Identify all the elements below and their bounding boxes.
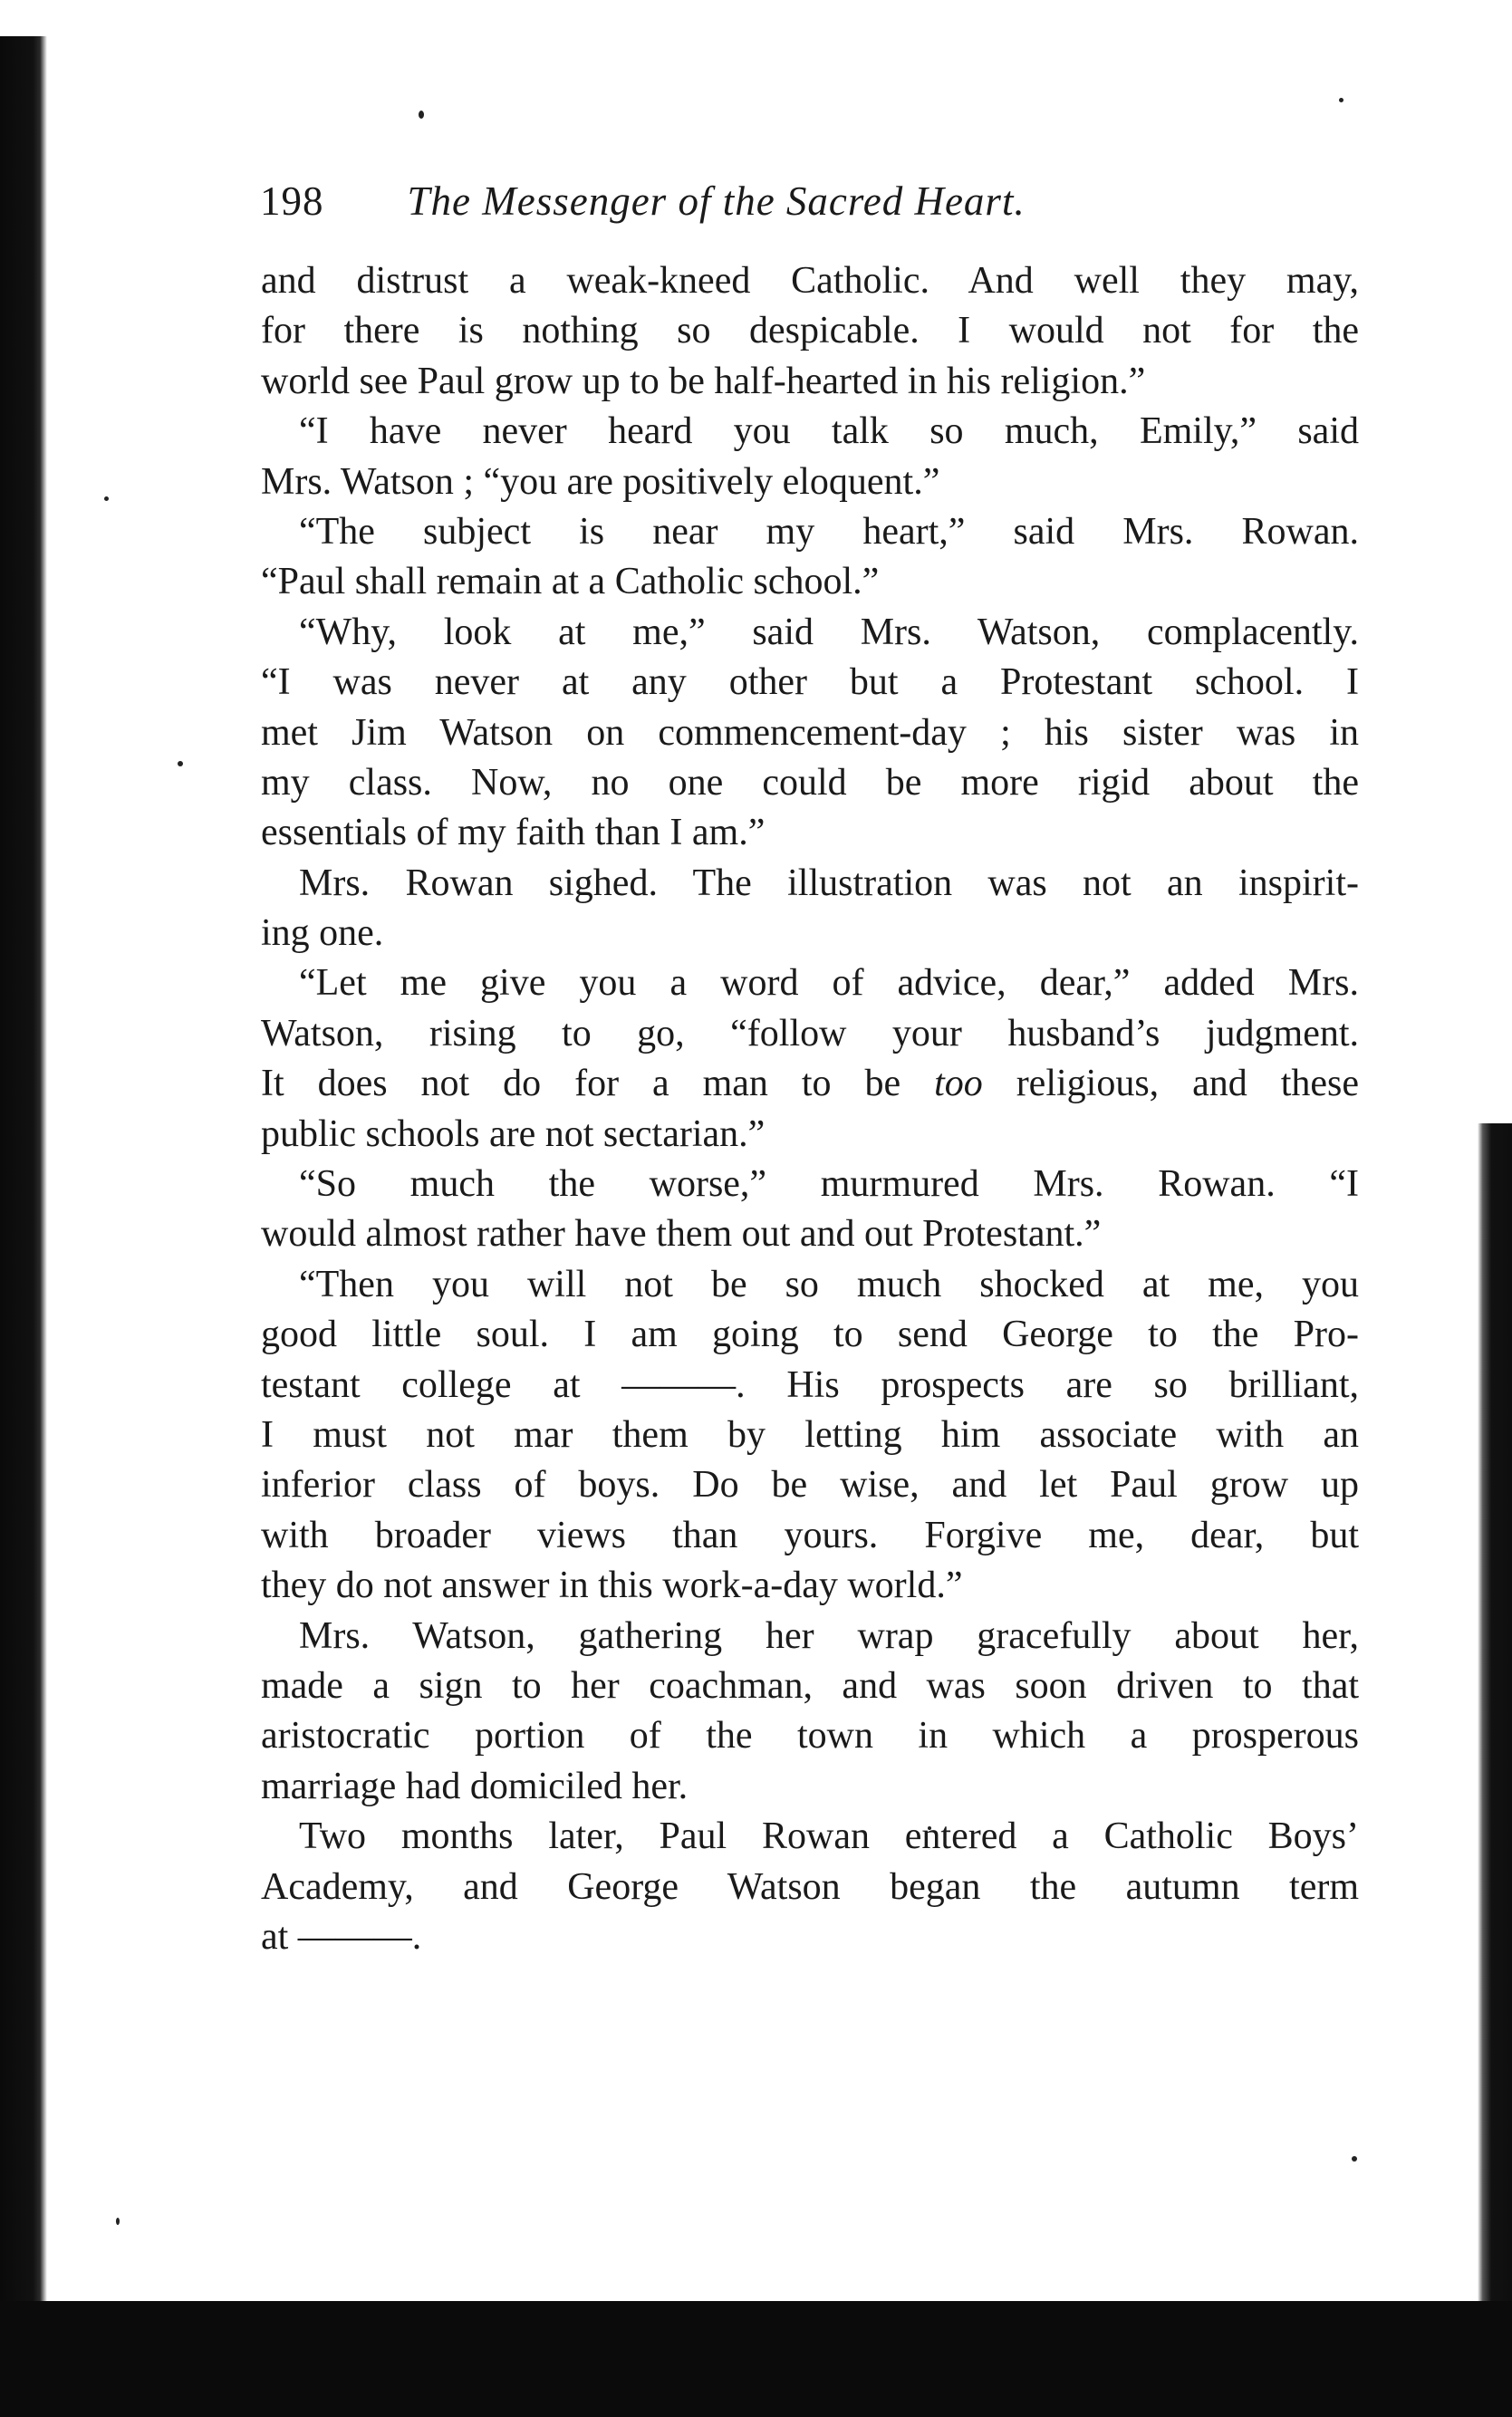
text-line: testant college at ———. His prospects are so brilliant,: [261, 1363, 1359, 1406]
scan-left-edge: [0, 36, 47, 2417]
scan-speck: [419, 111, 424, 119]
text-line: Mrs. Watson, gathering her wrap gracefully about her,: [299, 1614, 1359, 1657]
journal-title: The Messenger of the Sacred Heart.: [407, 178, 1026, 224]
text-line: they do not answer in this work-a-day world.”: [261, 1565, 963, 1607]
text-line: Academy, and George Watson began the autumn term: [261, 1865, 1359, 1908]
text-line: Watson, rising to go, “follow your husband’s judgment.: [261, 1012, 1359, 1054]
text-line: “I have never heard you talk so much, Emily,” said: [299, 410, 1359, 453]
scan-speck: [104, 496, 109, 501]
text-line: my class. Now, no one could be more rigid about the: [261, 761, 1359, 804]
text-line: “So much the worse,” murmured Mrs. Rowan. “I: [299, 1163, 1359, 1206]
text-segment: religious, and these: [982, 1063, 1360, 1105]
text-line: marriage had domiciled her.: [261, 1765, 689, 1807]
scan-bottom-edge: [0, 2301, 1512, 2417]
text-line: made a sign to her coachman, and was soon driven to that: [261, 1664, 1359, 1707]
text-line: good little soul. I am going to send George to the Pro-: [261, 1314, 1359, 1356]
text-line: essentials of my faith than I am.”: [261, 812, 766, 854]
text-line: “Paul shall remain at a Catholic school.”: [261, 561, 880, 603]
text-line: “Then you will not be so much shocked at me, you: [299, 1263, 1359, 1305]
scan-speck: [178, 761, 183, 766]
running-head: [260, 178, 1257, 232]
emphasized-word: too: [934, 1063, 983, 1105]
text-line: for there is nothing so despicable. I would not for the: [261, 310, 1359, 352]
text-line: “I was never at any other but a Protestant school. I: [261, 661, 1359, 704]
text-line: public schools are not sectarian.”: [261, 1112, 766, 1155]
text-line: with broader views than yours. Forgive me, dear, but: [261, 1514, 1359, 1556]
text-line: I must not mar them by letting him associate with an: [261, 1413, 1359, 1456]
scan-speck: [116, 2218, 120, 2225]
text-line: aristocratic portion of the town in which a prosperous: [261, 1715, 1359, 1757]
scan-speck: [1339, 98, 1343, 102]
scan-speck: [1352, 2156, 1357, 2162]
text-line: and distrust a weak-kneed Catholic. And well they may,: [261, 260, 1359, 302]
text-line: ing one.: [261, 912, 384, 955]
text-line: at ———.: [261, 1915, 422, 1958]
scan-right-edge: [1478, 1123, 1512, 2301]
page-number: 198: [260, 178, 324, 224]
text-line: Two months later, Paul Rowan entered a Catholic Boys’: [299, 1815, 1359, 1858]
text-line: would almost rather have them out and out Protestant.”: [261, 1213, 1102, 1256]
text-line: world see Paul grow up to be half-hearted in his religion.”: [261, 360, 1146, 402]
text-segment: It does not do for a man to be: [261, 1063, 935, 1105]
body-text: [261, 256, 1359, 1962]
text-line: “Why, look at me,” said Mrs. Watson, complacently.: [299, 611, 1359, 653]
text-line: met Jim Watson on commencement-day ; his sister was in: [261, 711, 1359, 754]
text-line: inferior class of boys. Do be wise, and let Paul grow up: [261, 1464, 1359, 1507]
text-line: Mrs. Rowan sighed. The illustration was not an inspirit-: [299, 862, 1359, 904]
text-line: [261, 1059, 1359, 1109]
text-line: “The subject is near my heart,” said Mrs. Rowan.: [299, 510, 1359, 553]
text-line: Mrs. Watson ; “you are positively eloquent.”: [261, 460, 940, 503]
text-line: “Let me give you a word of advice, dear,” added Mrs.: [299, 962, 1359, 1005]
